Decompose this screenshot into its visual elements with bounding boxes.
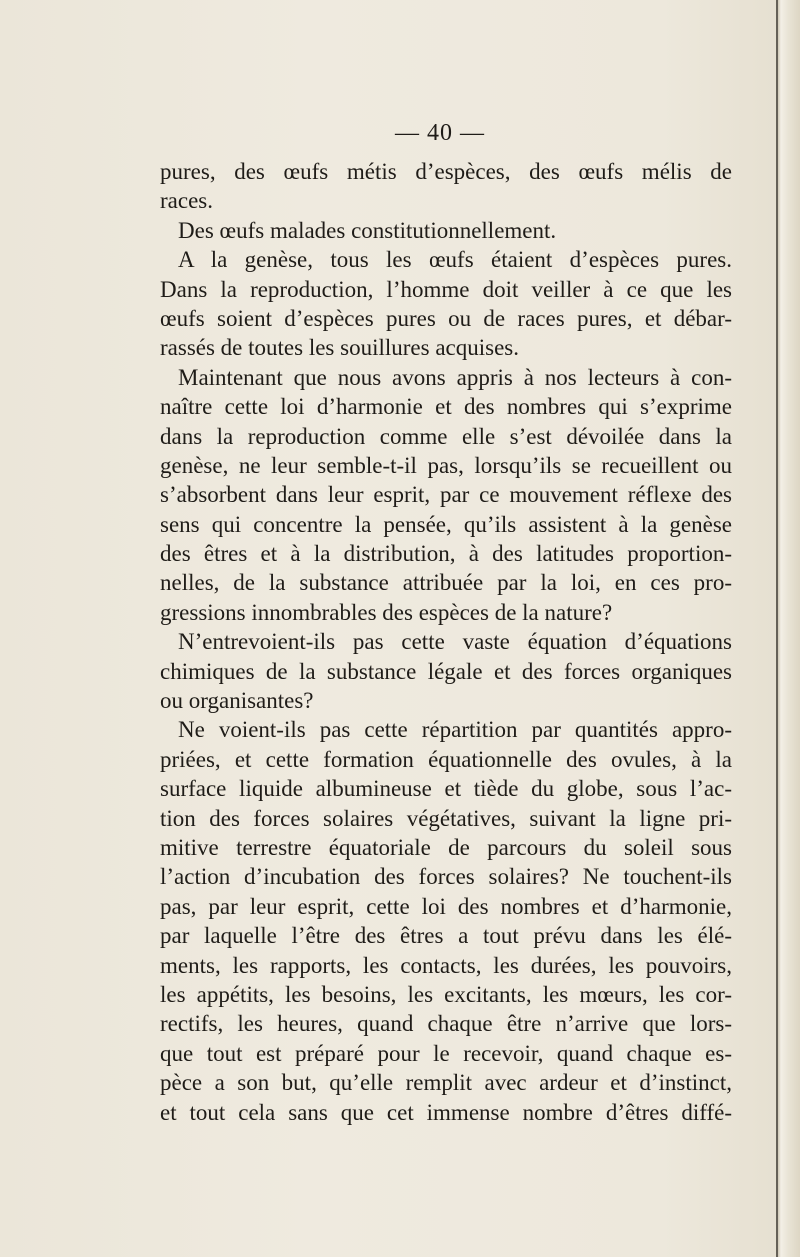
text-line: et tout cela sans que cet immense nombre d’êtres diffé-: [160, 1099, 732, 1125]
text-line: que tout est préparé pour le recevoir, quand chaque es-: [160, 1040, 732, 1066]
text-line: sens qui concentre la pensée, qu’ils assistent à la genèse: [160, 511, 732, 537]
text-line: œufs soient d’espèces pures ou de races pures, et débar-: [160, 305, 732, 331]
text-line: ou organisantes?: [160, 688, 314, 714]
text-line: surface liquide albumineuse et tiède du globe, sous l’ac-: [160, 776, 732, 802]
text-line: s’absorbent dans leur esprit, par ce mouvement réflexe des: [160, 482, 732, 508]
text-line: Ne voient-ils pas cette répartition par quantités appro-: [178, 717, 732, 743]
text-line: les appétits, les besoins, les excitants, les mœurs, les cor-: [160, 981, 732, 1007]
text-line: Dans la reproduction, l’homme doit veiller à ce que les: [160, 276, 732, 302]
body-text: [160, 157, 732, 1127]
text-line: Maintenant que nous avons appris à nos lecteurs à con-: [178, 364, 732, 390]
text-line: Des œufs malades constitutionnellement.: [178, 217, 557, 243]
text-line: ments, les rapports, les contacts, les durées, les pouvoirs,: [160, 952, 732, 978]
text-line: des êtres et à la distribution, à des latitudes proportion-: [160, 541, 732, 567]
text-line: pèce a son but, qu’elle remplit avec ardeur et d’instinct,: [160, 1070, 732, 1096]
text-line: nelles, de la substance attribuée par la loi, en ces pro-: [160, 570, 732, 596]
text-line: chimiques de la substance légale et des forces organiques: [160, 658, 732, 684]
text-line: rassés de toutes les souillures acquises.: [160, 335, 519, 361]
text-line: dans la reproduction comme elle s’est dévoilée dans la: [160, 423, 732, 449]
text-line: par laquelle l’être des êtres a tout prévu dans les élé-: [160, 923, 732, 949]
text-line: l’action d’incubation des forces solaires? Ne touchent-ils: [160, 864, 732, 890]
text-line: pas, par leur esprit, cette loi des nombres et d’harmonie,: [160, 893, 732, 919]
page-number: — 40 —: [395, 120, 485, 146]
text-line: mitive terrestre équatoriale de parcours du soleil sous: [160, 834, 732, 860]
text-line: pures, des œufs métis d’espèces, des œufs mélis de: [160, 159, 732, 184]
page-edge: [778, 0, 800, 1257]
text-line: genèse, ne leur semble-t-il pas, lorsqu’ils se recueillent ou: [160, 452, 732, 478]
text-line: priées, et cette formation équationnelle des ovules, à la: [160, 746, 732, 772]
text-line: tion des forces solaires végétatives, suivant la ligne pri-: [160, 805, 732, 831]
text-line: gressions innombrables des espèces de la nature?: [160, 599, 613, 625]
text-line: A la genèse, tous les œufs étaient d’espèces pures.: [178, 247, 732, 273]
text-line: naître cette loi d’harmonie et des nombres qui s’exprime: [160, 394, 732, 420]
text-line: N’entrevoient-ils pas cette vaste équation d’équations: [178, 629, 732, 655]
text-line: rectifs, les heures, quand chaque être n’arrive que lors-: [160, 1011, 732, 1037]
text-line: races.: [160, 188, 213, 214]
